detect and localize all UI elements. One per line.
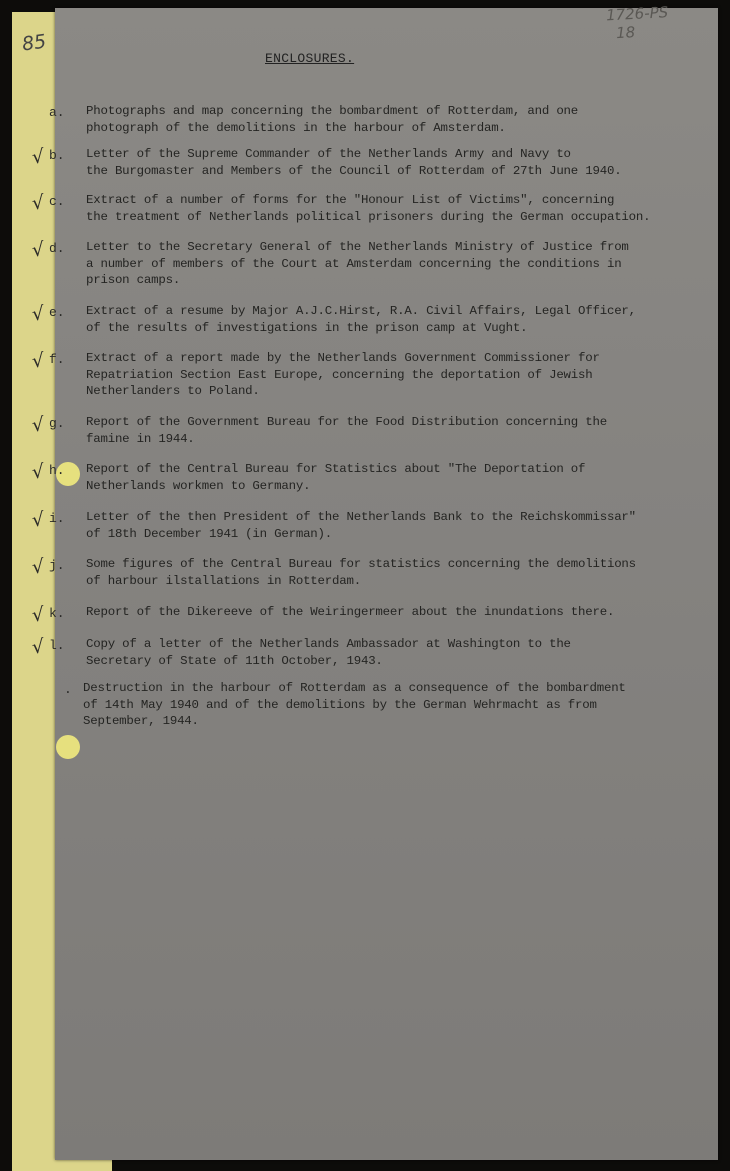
item-text: Letter of the Supreme Commander of the Netherlands Army and Navy to the Burgomaster and Members of the Council of Rotterdam of 27th June 1940. xyxy=(86,147,622,178)
item-text: Letter to the Secretary General of the Netherlands Ministry of Justice from a number of members of the Court at Amsterdam concerning the conditions in prison camps. xyxy=(86,240,629,287)
check-mark-icon: √ xyxy=(31,238,46,262)
item-text: Letter of the then President of the Netherlands Bank to the Reichskommissar" of 18th December 1941 (in German). xyxy=(86,510,636,541)
item-letter: g. xyxy=(49,416,65,431)
check-mark-icon: √ xyxy=(31,145,46,169)
item-letter: b. xyxy=(49,148,65,163)
item-text: Report of the Government Bureau for the Food Distribution concerning the famine in 1944. xyxy=(86,415,607,446)
item-letter: h. xyxy=(49,463,65,478)
item-text: Destruction in the harbour of Rotterdam as a consequence of the bombardment of 14th May 1940 and of the demolitions by the German Wehrmacht as from September, 1944. xyxy=(83,681,626,728)
check-mark-icon: √ xyxy=(31,302,46,326)
enclosure-item xyxy=(0,191,730,224)
handwritten-folio-number: 85 xyxy=(20,30,48,56)
item-letter: j. xyxy=(49,558,65,573)
enclosure-item xyxy=(0,508,730,541)
item-letter: c. xyxy=(49,194,65,209)
enclosure-item xyxy=(0,238,730,287)
item-letter: l. xyxy=(49,638,65,653)
item-text: Copy of a letter of the Netherlands Ambassador at Washington to the Secretary of State of 11th October, 1943. xyxy=(86,637,571,668)
stamp-line-2: 18 xyxy=(615,23,636,43)
check-mark-icon: √ xyxy=(31,635,46,659)
stamp-line-1: 1726-PS xyxy=(605,3,669,25)
enclosure-item xyxy=(0,103,730,135)
enclosure-item xyxy=(0,635,730,668)
enclosure-item xyxy=(0,460,730,493)
check-mark-icon: √ xyxy=(31,191,46,215)
item-text: Photographs and map concerning the bombardment of Rotterdam, and one photograph of the demolitions in the harbour of Amsterdam. xyxy=(86,104,579,135)
archive-stamp xyxy=(605,3,696,43)
enclosure-item xyxy=(0,302,730,335)
enclosure-item xyxy=(0,680,730,728)
item-letter: e. xyxy=(49,305,65,320)
item-text: Extract of a report made by the Netherlands Government Commissioner for Repatriation Section East Europe, concerning the deportation of Jewish Netherlanders to Poland. xyxy=(86,351,600,398)
enclosure-item xyxy=(0,349,730,398)
page-title: ENCLOSURES. xyxy=(265,51,355,66)
item-letter: k. xyxy=(49,606,65,621)
item-text: Report of the Dikereeve of the Weiringermeer about the inundations there. xyxy=(86,605,615,619)
item-letter: a. xyxy=(49,105,65,120)
item-text: Extract of a resume by Major A.J.C.Hirst, R.A. Civil Affairs, Legal Officer, of the results of investigations in the prison camp at Vught. xyxy=(86,304,636,335)
check-mark-icon: √ xyxy=(31,603,46,627)
enclosure-item xyxy=(0,145,730,178)
enclosure-item xyxy=(0,603,730,627)
check-mark-icon: √ xyxy=(31,555,46,579)
enclosure-item xyxy=(0,413,730,446)
item-text: Report of the Central Bureau for Statistics about "The Deportation of Netherlands workmen to Germany. xyxy=(86,462,586,493)
item-letter: d. xyxy=(49,241,65,256)
item-letter: . xyxy=(64,682,72,697)
item-text: Extract of a number of forms for the "Honour List of Victims", concerning the treatment of Netherlands political prisoners during the German occupation. xyxy=(86,193,651,224)
check-mark-icon: √ xyxy=(31,508,46,532)
check-mark-icon: √ xyxy=(31,460,46,484)
item-letter: i. xyxy=(49,511,65,526)
check-mark-icon: √ xyxy=(31,349,46,373)
enclosure-item xyxy=(0,555,730,588)
punch-hole-lower xyxy=(56,735,80,759)
item-text: Some figures of the Central Bureau for statistics concerning the demolitions of harbour ilstallations in Rotterdam. xyxy=(86,557,636,588)
check-mark-icon: √ xyxy=(31,413,46,437)
item-letter: f. xyxy=(49,352,65,367)
